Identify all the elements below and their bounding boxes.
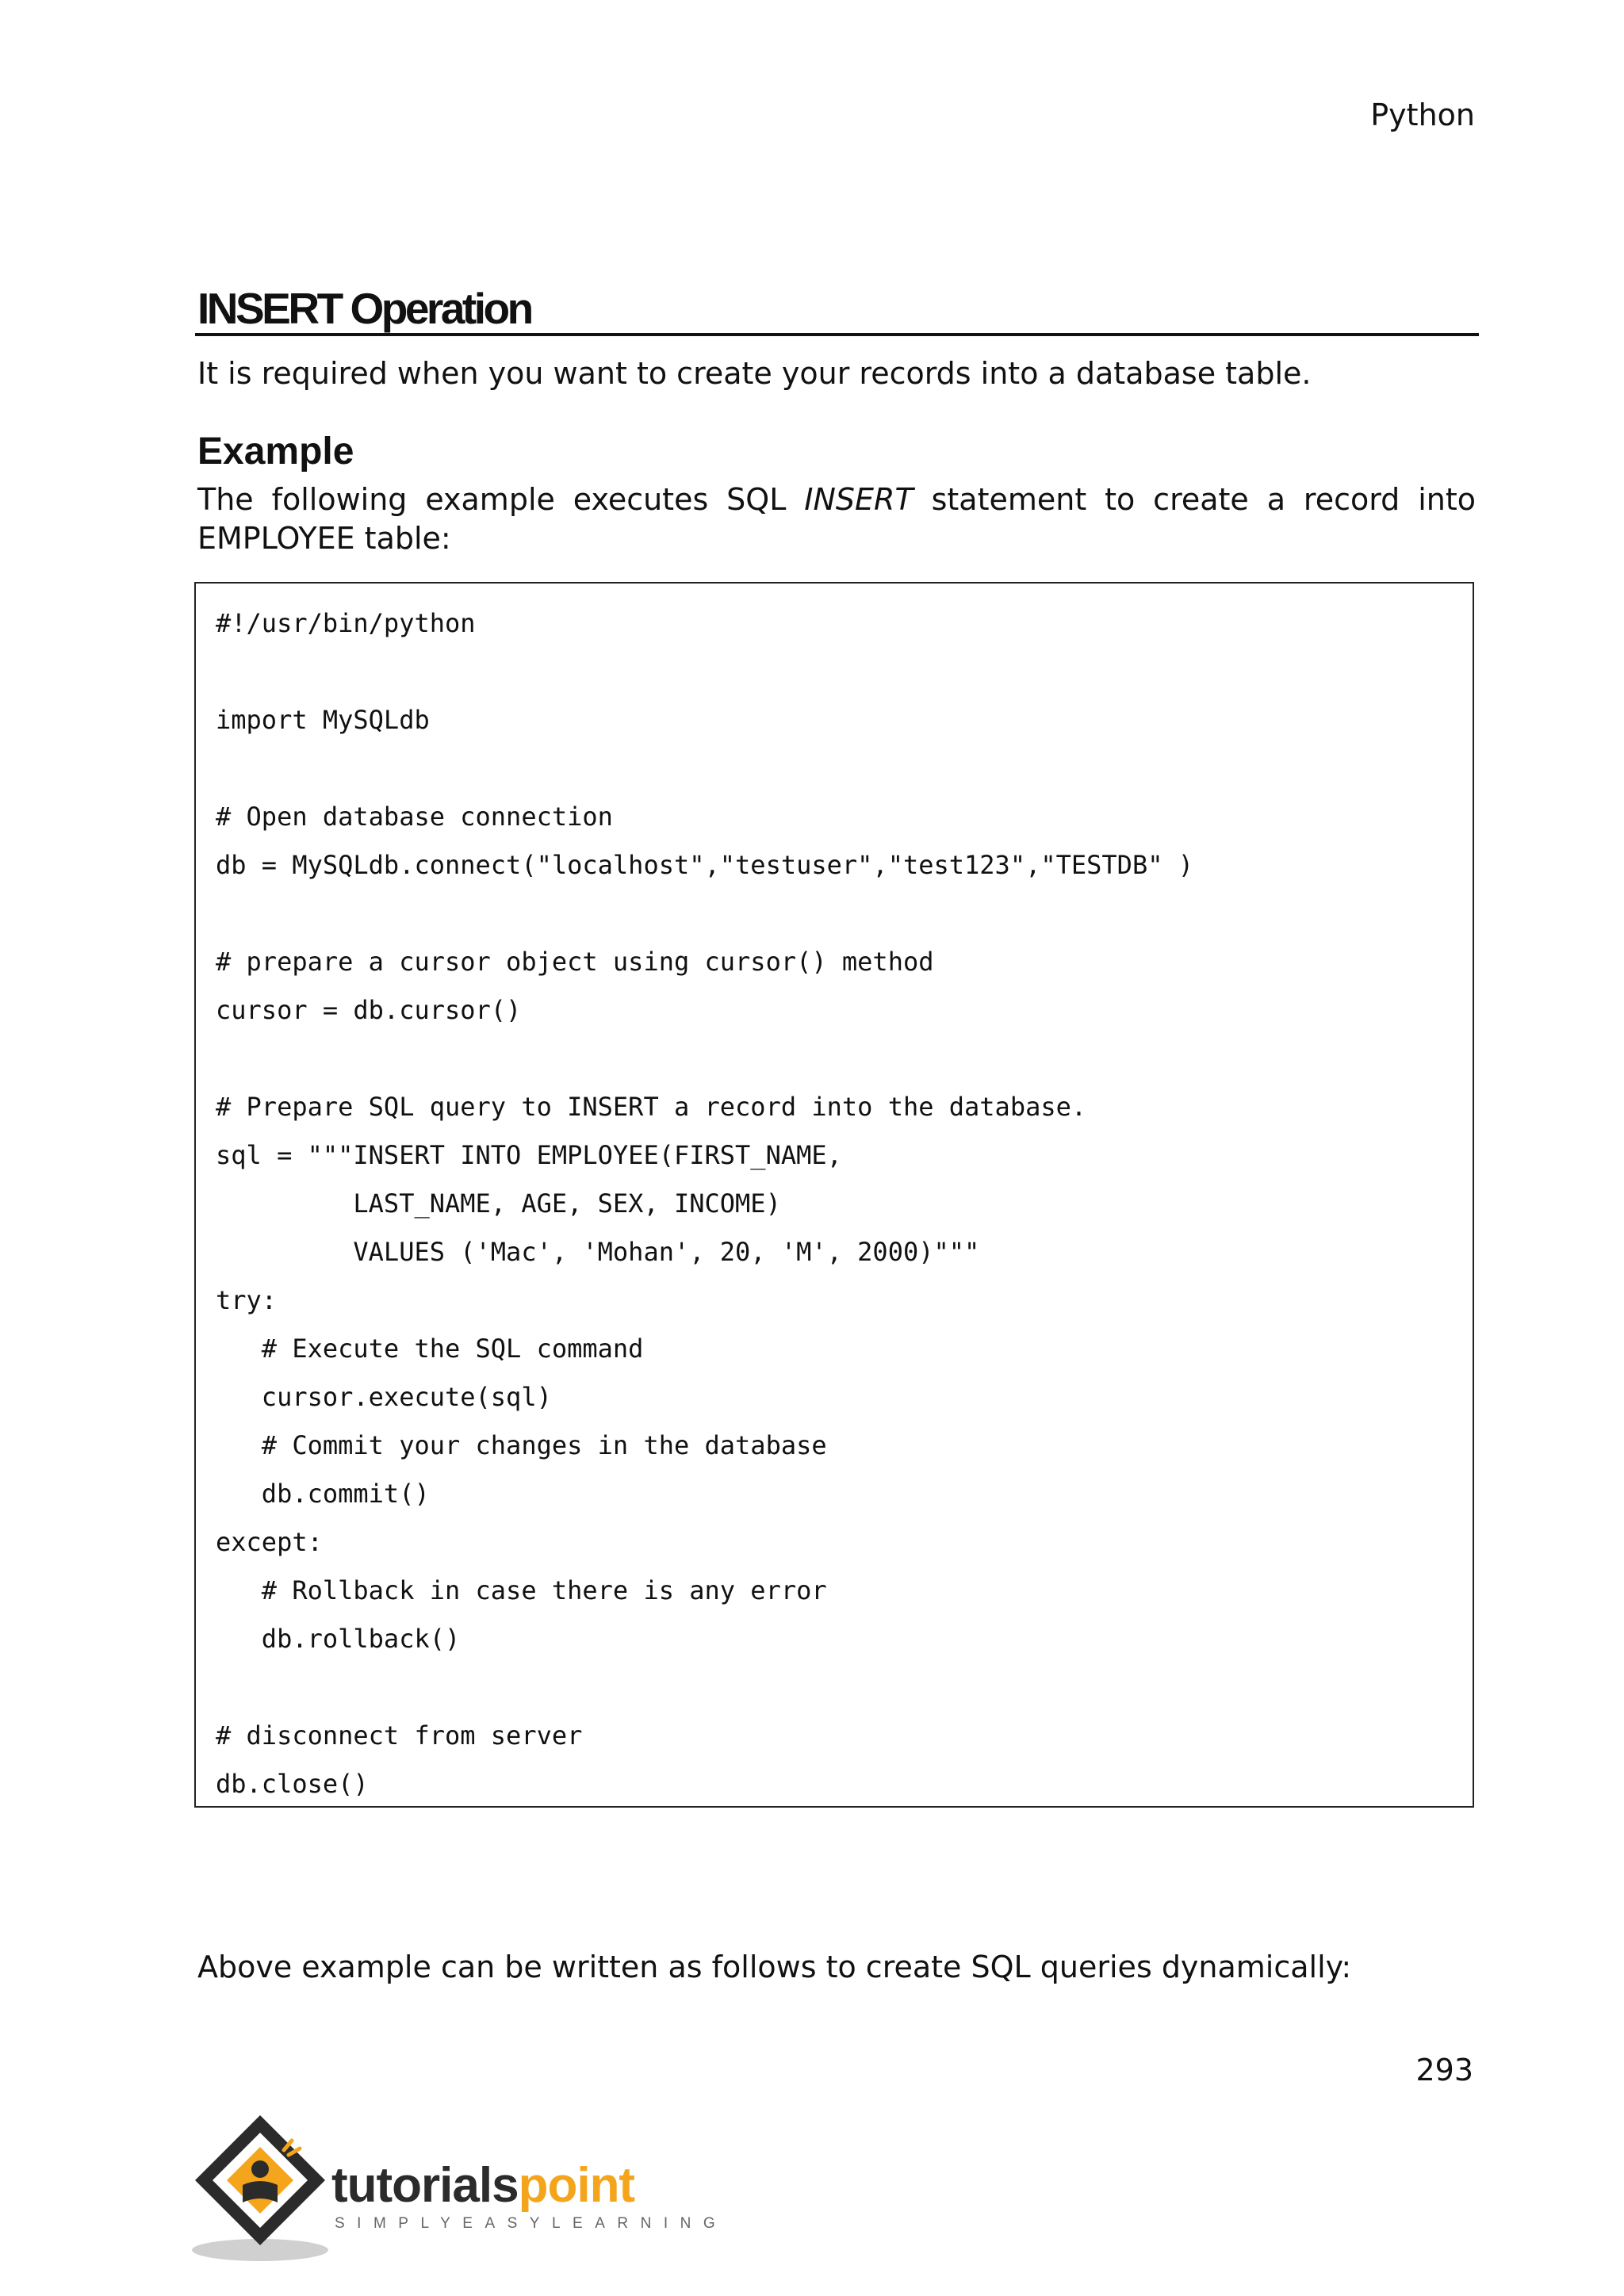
- code-line: db.rollback(): [216, 1624, 461, 1654]
- desc-text-after: statement to create a record into EMPLOYEE table:: [197, 482, 1476, 556]
- example-description: [197, 480, 1476, 558]
- logo-tagline: SIMPLYEASYLEARNING: [335, 2215, 728, 2232]
- code-line: [216, 648, 1193, 696]
- code-line: except:: [216, 1527, 323, 1557]
- code-line: db = MySQLdb.connect("localhost","testuser","test123","TESTDB" ): [216, 850, 1193, 880]
- code-line: sql = """INSERT INTO EMPLOYEE(FIRST_NAME,: [216, 1140, 842, 1170]
- code-line: cursor = db.cursor(): [216, 995, 522, 1025]
- code-line: db.close(): [216, 1769, 369, 1799]
- heading-rule: [195, 333, 1479, 336]
- code-block: [194, 582, 1474, 1808]
- code-line: try:: [216, 1285, 278, 1315]
- running-header: Python: [1370, 98, 1475, 132]
- page-number: 293: [1415, 2053, 1473, 2087]
- desc-text-before: The following example executes SQL: [197, 482, 805, 517]
- code-listing: [216, 599, 1193, 1808]
- logo-emblem-icon: [190, 2109, 349, 2267]
- example-heading: Example: [197, 430, 354, 473]
- code-line: [216, 1663, 1193, 1712]
- code-line: # Open database connection: [216, 802, 613, 832]
- code-line: # Prepare SQL query to INSERT a record into the database.: [216, 1092, 1087, 1122]
- code-line: VALUES ('Mac', 'Mohan', 20, 'M', 2000)""": [216, 1237, 980, 1267]
- logo-wordmark: [331, 2158, 634, 2214]
- code-line: [216, 744, 1193, 793]
- section-heading: INSERT Operation: [197, 284, 531, 333]
- code-line: # Rollback in case there is any error: [216, 1575, 827, 1605]
- code-line: db.commit(): [216, 1479, 430, 1509]
- code-line: # prepare a cursor object using cursor() method: [216, 947, 934, 977]
- logo-word-part2: point: [518, 2158, 635, 2213]
- code-line: [216, 890, 1193, 938]
- intro-paragraph: It is required when you want to create your records into a database table.: [197, 356, 1312, 391]
- code-line: [216, 1035, 1193, 1083]
- code-line: # disconnect from server: [216, 1720, 583, 1751]
- code-line: import MySQLdb: [216, 705, 430, 735]
- desc-emphasis: INSERT: [804, 482, 914, 517]
- logo-word-part1: tutorials: [331, 2158, 519, 2213]
- code-line: # Execute the SQL command: [216, 1334, 644, 1364]
- code-line: cursor.execute(sql): [216, 1382, 552, 1412]
- code-line: #!/usr/bin/python: [216, 608, 476, 638]
- closing-paragraph: Above example can be written as follows to create SQL queries dynamically:: [197, 1950, 1352, 1984]
- code-line: # Commit your changes in the database: [216, 1430, 827, 1460]
- code-line: LAST_NAME, AGE, SEX, INCOME): [216, 1188, 781, 1219]
- publisher-logo: [190, 2109, 728, 2267]
